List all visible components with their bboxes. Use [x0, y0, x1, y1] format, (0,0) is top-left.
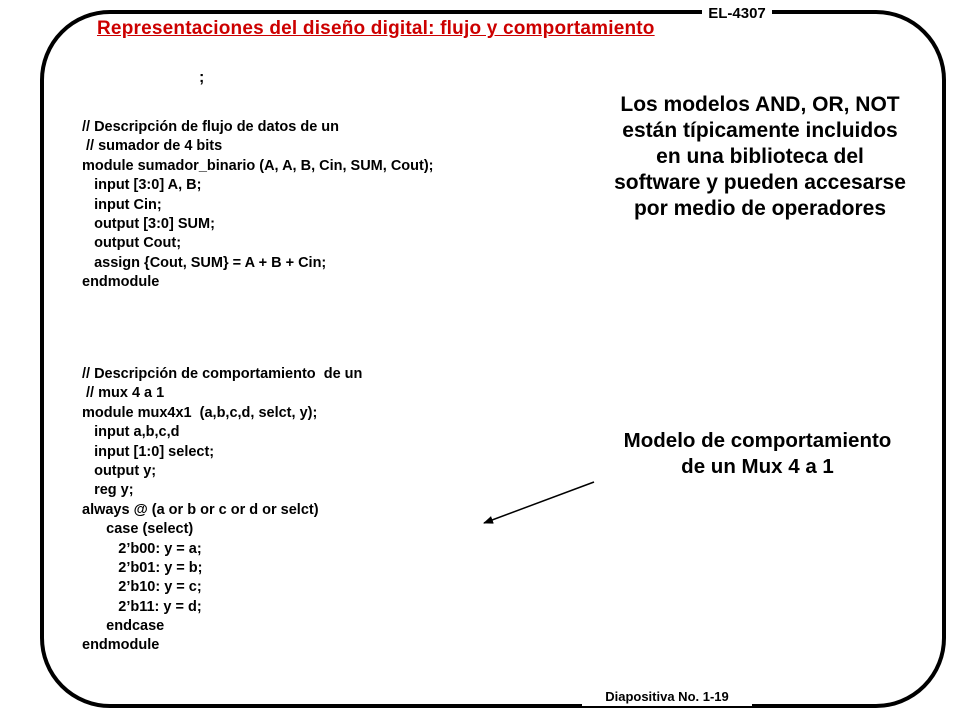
code-line: input [1:0] select;: [82, 443, 215, 460]
code-line: output Cout;: [82, 235, 182, 252]
code-line: input Cin;: [82, 196, 162, 213]
slide-title: Representaciones del diseño digital: flujo y comportamiento: [97, 18, 655, 39]
code-line: always @ (a or b or c or d or selct): [82, 501, 319, 518]
code-line: endcase: [82, 618, 165, 635]
slide-number: Diapositiva No. 1-19: [582, 688, 752, 706]
code-line: // Descripción de flujo de datos de un: [82, 119, 340, 135]
note-line: software y pueden accesarse: [614, 171, 906, 194]
course-code: EL-4307: [702, 4, 772, 24]
note-line: en una biblioteca del: [656, 145, 864, 168]
code-line: reg y;: [82, 482, 134, 499]
code-line: // mux 4 a 1: [82, 385, 165, 402]
code-line: // sumador de 4 bits: [82, 138, 223, 155]
note-line: están típicamente incluidos: [622, 119, 898, 142]
code-line: 2’b10: y = c;: [82, 579, 202, 596]
code-line: output [3:0] SUM;: [82, 215, 215, 232]
code-line: module mux4x1 (a,b,c,d, selct, y);: [82, 404, 318, 421]
code-line: input [3:0] A, B;: [82, 177, 202, 194]
code-line: case (select): [82, 521, 194, 538]
note-line: Los modelos AND, OR, NOT: [620, 93, 900, 116]
stray-semicolon: ;: [199, 69, 205, 86]
code-line: 2’b11: y = d;: [82, 598, 202, 615]
code-line: 2’b00: y = a;: [82, 540, 202, 557]
code-line: 2’b01: y = b;: [82, 559, 203, 576]
note-line: por medio de operadores: [633, 197, 887, 220]
code-line: assign {Cout, SUM} = A + B + Cin;: [82, 254, 327, 271]
note-line: Modelo de comportamiento: [623, 429, 892, 452]
code-line: endmodule: [82, 274, 160, 291]
code-line: input a,b,c,d: [82, 424, 180, 441]
code-line: // Descripción de comportamiento de un: [82, 366, 363, 382]
code-line: module sumador_binario (A, A, B, Cin, SUM, Cout);: [82, 157, 434, 174]
note-line: de un Mux 4 a 1: [681, 455, 834, 478]
code-line: output y;: [82, 462, 157, 479]
code-line: endmodule: [82, 637, 160, 654]
